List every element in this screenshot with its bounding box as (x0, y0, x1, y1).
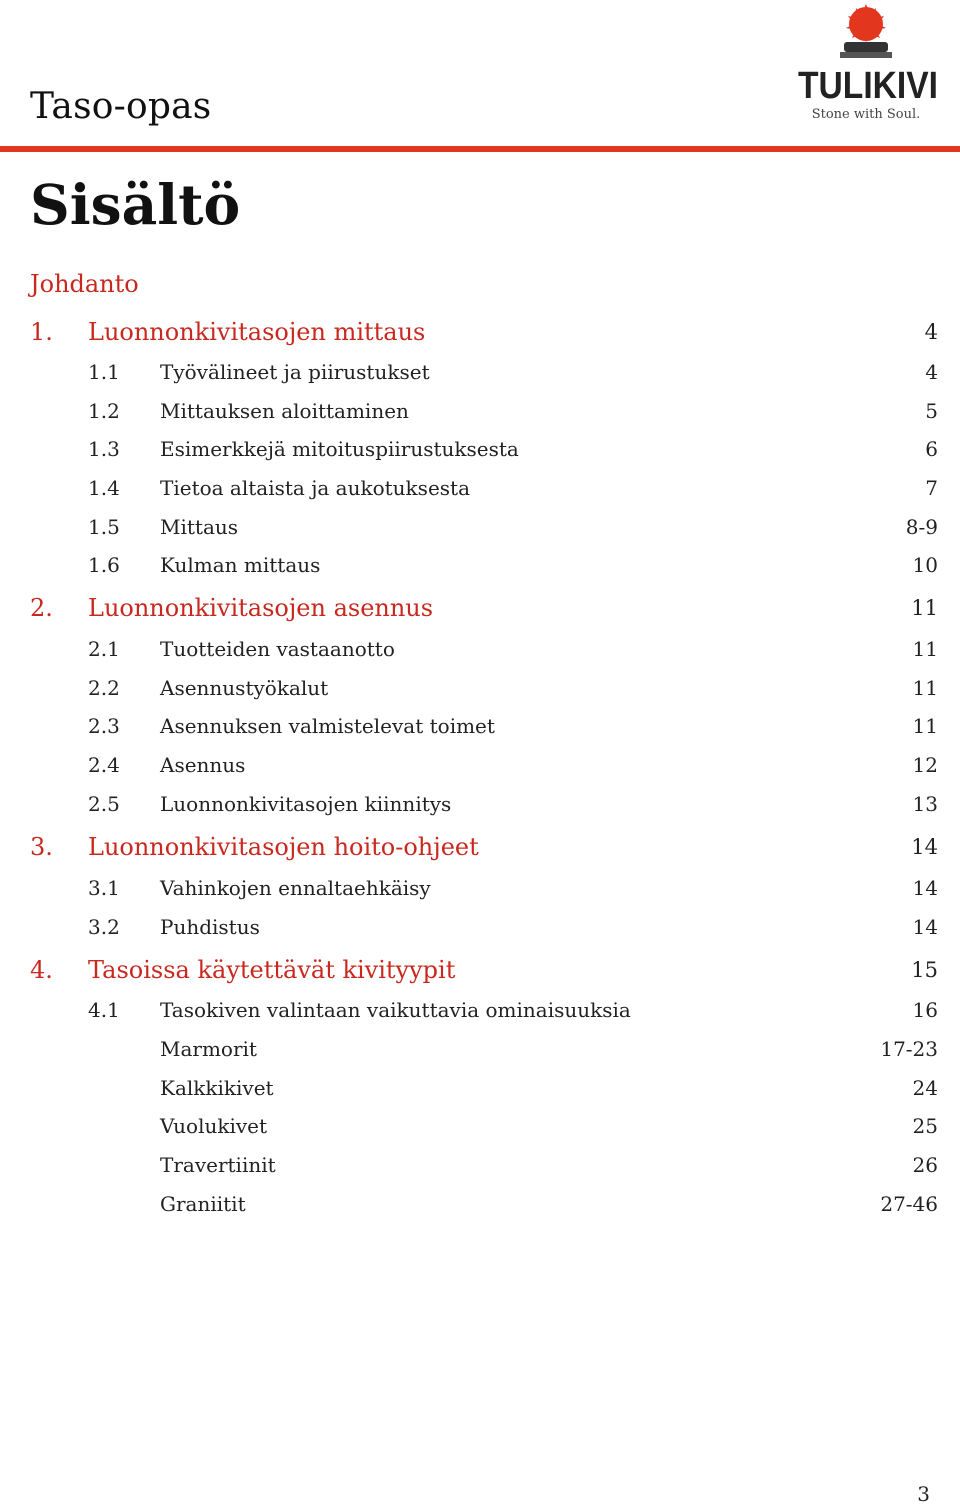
toc-entry-page: 14 (912, 915, 938, 939)
toc-entry-row[interactable] (0, 360, 960, 390)
toc-entry-label[interactable]: Graniitit (160, 1192, 246, 1216)
toc-entry-row[interactable] (0, 714, 960, 744)
toc-entry-number: 3.1 (88, 876, 120, 900)
toc-entry-page: 11 (912, 714, 938, 738)
toc-entry-page: 14 (912, 876, 938, 900)
toc-entry-label[interactable]: Puhdistus (160, 915, 260, 939)
toc-entry-page: 4 (924, 320, 938, 344)
toc-entry-page: 15 (911, 958, 938, 982)
toc-entry-page: 27-46 (880, 1192, 938, 1216)
toc-intro-link[interactable]: Johdanto (30, 270, 139, 298)
toc-entry-number: 3. (30, 833, 53, 861)
toc-entry-row[interactable] (0, 915, 960, 945)
toc-entry-label[interactable]: Marmorit (160, 1037, 257, 1061)
toc-entry-page: 8-9 (905, 515, 938, 539)
toc-entry-number: 2.3 (88, 714, 120, 738)
toc-entry-number: 1.3 (88, 437, 120, 461)
toc-entry-page: 11 (911, 596, 938, 620)
toc-entry-label[interactable]: Asennuksen valmistelevat toimet (160, 714, 495, 738)
document-header-title: Taso-opas (30, 86, 212, 127)
toc-entry-label[interactable]: Asennus (160, 753, 246, 777)
page-number: 3 (917, 1482, 930, 1506)
toc-entry-label[interactable]: Vuolukivet (160, 1114, 268, 1138)
toc-entry-label[interactable]: Kulman mittaus (160, 553, 321, 577)
toc-entry-label[interactable]: Työvälineet ja piirustukset (160, 360, 430, 384)
toc-entry-row[interactable] (0, 1076, 960, 1106)
header-rule (0, 146, 960, 152)
toc-entry-number: 2.4 (88, 753, 120, 777)
toc-entry-page: 16 (912, 998, 938, 1022)
toc-entry-number: 4.1 (88, 998, 120, 1022)
tulikivi-logo (796, 2, 940, 122)
toc-entry-label[interactable]: Travertiinit (160, 1153, 276, 1177)
brand-tagline: Stone with Soul. (811, 107, 921, 122)
toc-entry-row[interactable] (0, 399, 960, 429)
toc-entry-number: 1. (30, 318, 53, 346)
toc-entry-number: 1.5 (88, 515, 120, 539)
toc-entry-row[interactable] (0, 1037, 960, 1067)
toc-entry-label[interactable]: Mittauksen aloittaminen (160, 399, 409, 423)
toc-entry-label[interactable]: Luonnonkivitasojen kiinnitys (160, 792, 452, 816)
toc-entry-label[interactable]: Tuotteiden vastaanotto (160, 637, 395, 661)
toc-entry-row[interactable] (0, 792, 960, 822)
toc-entry-label[interactable]: Tasokiven valintaan vaikuttavia ominaisuuksia (160, 998, 631, 1022)
toc-entry-number: 1.4 (88, 476, 120, 500)
toc-entry-page: 25 (912, 1114, 938, 1138)
toc-entry-page: 7 (925, 476, 938, 500)
toc-entry-page: 12 (912, 753, 938, 777)
toc-entry-page: 11 (912, 637, 938, 661)
toc-entry-row[interactable] (0, 1192, 960, 1222)
toc-entry-label[interactable]: Tasoissa käytettävät kivityypit (88, 956, 456, 984)
toc-entry-row[interactable] (0, 676, 960, 706)
toc-entry-number: 1.2 (88, 399, 120, 423)
toc-entry-row[interactable] (0, 1153, 960, 1183)
brand-name: TULIKIVI (798, 65, 938, 107)
toc-entry-label[interactable]: Luonnonkivitasojen asennus (88, 594, 434, 622)
toc-entry-page: 5 (925, 399, 938, 423)
page-title: Sisältö (30, 172, 241, 237)
toc-entry-label[interactable]: Asennustyökalut (160, 676, 329, 700)
toc-entry-row[interactable] (0, 1114, 960, 1144)
toc-entry-page: 11 (912, 676, 938, 700)
toc-entry-row[interactable] (0, 998, 960, 1028)
toc-section-row[interactable] (0, 956, 960, 986)
toc-entry-page: 6 (925, 437, 938, 461)
toc-entry-page: 10 (912, 553, 938, 577)
toc-section-row[interactable] (0, 594, 960, 624)
toc-entry-label[interactable]: Kalkkikivet (160, 1076, 274, 1100)
toc-entry-number: 2.2 (88, 676, 120, 700)
toc-entry-row[interactable] (0, 553, 960, 583)
toc-entry-row[interactable] (0, 437, 960, 467)
toc-section-row[interactable] (0, 833, 960, 863)
flame-icon (840, 4, 892, 58)
toc-entry-number: 4. (30, 956, 53, 984)
toc-entry-page: 26 (912, 1153, 938, 1177)
toc-entry-number: 1.6 (88, 553, 120, 577)
toc-entry-row[interactable] (0, 476, 960, 506)
toc-entry-label[interactable]: Mittaus (160, 515, 239, 539)
toc-entry-number: 1.1 (88, 360, 120, 384)
toc-entry-page: 24 (912, 1076, 938, 1100)
toc-entry-label[interactable]: Luonnonkivitasojen hoito-ohjeet (88, 833, 479, 861)
toc-entry-number: 3.2 (88, 915, 120, 939)
toc-entry-row[interactable] (0, 637, 960, 667)
toc-entry-number: 2.5 (88, 792, 120, 816)
toc-entry-number: 2.1 (88, 637, 120, 661)
toc-entry-row[interactable] (0, 515, 960, 545)
toc-entry-label[interactable]: Esimerkkejä mitoituspiirustuksesta (160, 437, 519, 461)
toc-entry-row[interactable] (0, 753, 960, 783)
toc-entry-page: 17-23 (880, 1037, 938, 1061)
toc-entry-row[interactable] (0, 876, 960, 906)
toc-entry-label[interactable]: Tietoa altaista ja aukotuksesta (160, 476, 470, 500)
toc-entry-label[interactable]: Luonnonkivitasojen mittaus (88, 318, 426, 346)
toc-entry-page: 14 (911, 835, 938, 859)
toc-section-row[interactable] (0, 318, 960, 348)
toc-entry-label[interactable]: Vahinkojen ennaltaehkäisy (160, 876, 431, 900)
toc-entry-page: 4 (925, 360, 938, 384)
toc-entry-page: 13 (912, 792, 938, 816)
toc-entry-number: 2. (30, 594, 53, 622)
